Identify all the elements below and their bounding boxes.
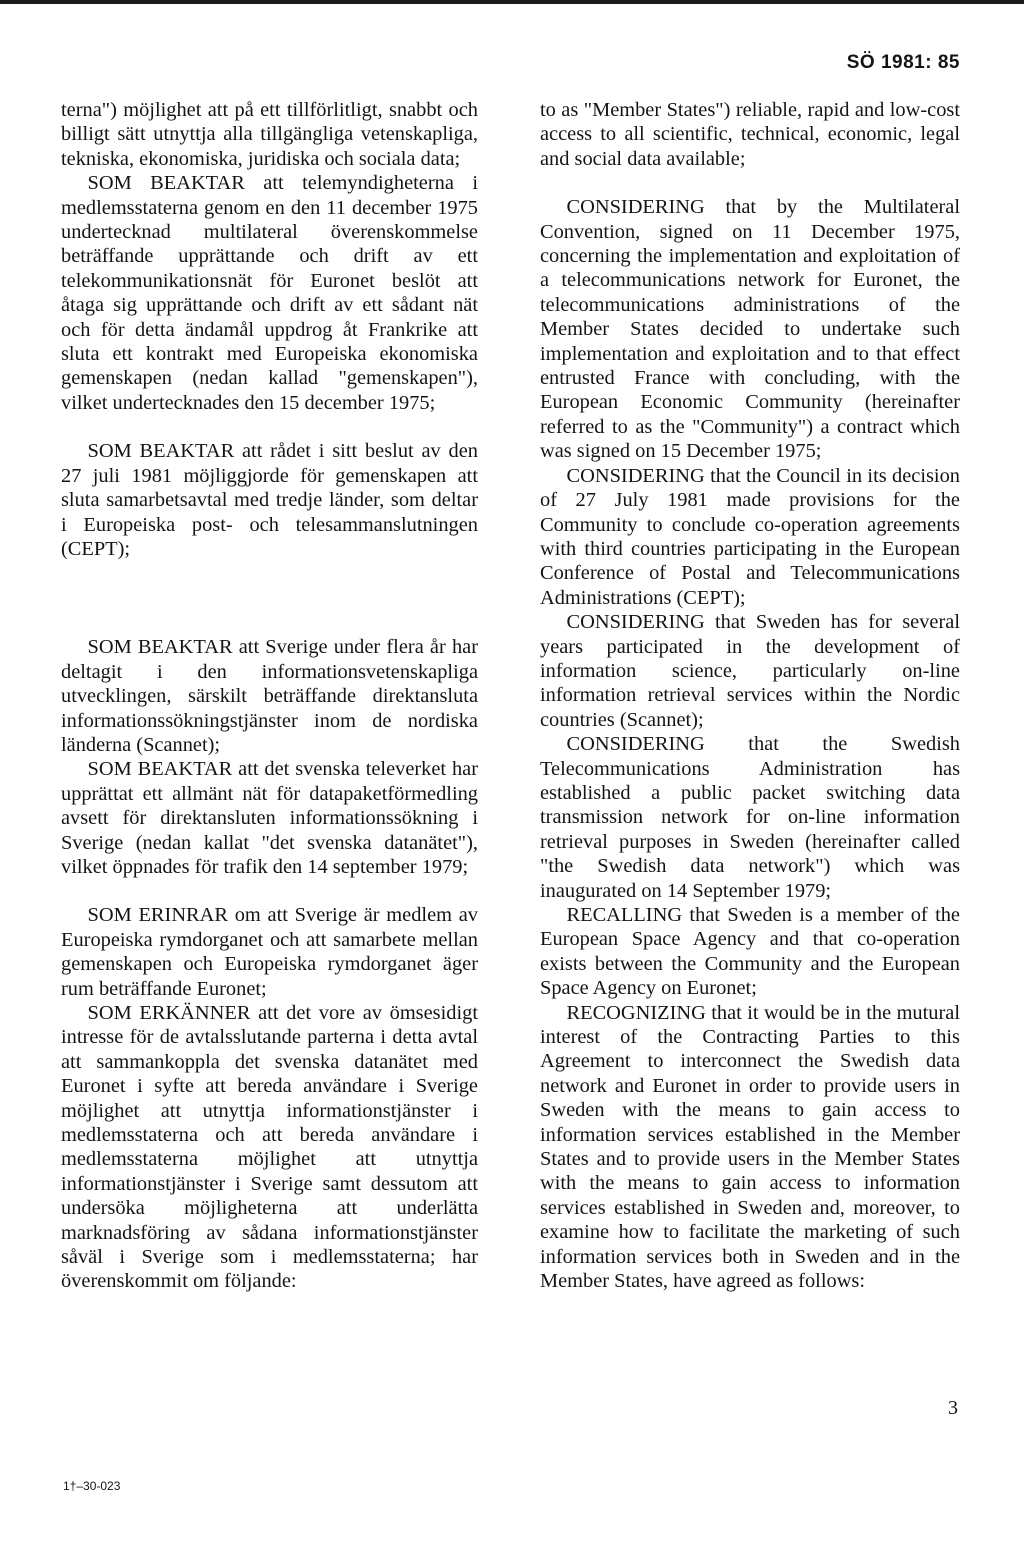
top-rule bbox=[0, 0, 1024, 4]
swedish-column bbox=[61, 98, 478, 1294]
document-reference: SÖ 1981: 85 bbox=[846, 52, 960, 73]
english-paragraph: CONSIDERING that by the Multilateral Convention, signed on 11 December 1975, concerning the implementation and exploitation of a telecommunications network for Euronet, the telecommunications administrations of the Member States decided to undertake such implementation and exploitation and to that effect entrusted France with concluding, with the European Economic Community (hereinafter referred to as the "Community") a contract which was signed on 15 December 1975; bbox=[540, 196, 960, 463]
swedish-paragraph: SOM BEAKTAR att Sverige under flera år har deltagit i den informationsvetenskapliga utvecklingen, särskilt beträffande direktansluta informationssökningstjänster inom de nordiska länderna (Scannet); bbox=[61, 636, 478, 756]
english-paragraph: CONSIDERING that the Council in its decision of 27 July 1981 made provisions for the Community to conclude co-operation agreements with third countries participating in the European Conference of Postal and Telecommunications Administrations (CEPT); bbox=[540, 464, 960, 609]
page-number: 3 bbox=[948, 1397, 958, 1419]
english-paragraph: RECOGNIZING that it would be in the mutural interest of the Contracting Parties to this Agreement to interconnect the Swedish data network and Euronet in order to provide users in Sweden with the means to gain access to information services established in the Member States and to provide users in the Member States with the means to gain access to information services established in Sweden and, moreover, to examine how to facilitate the marketing of such information services both in Sweden and in the Member States, have agreed as follows: bbox=[540, 1001, 960, 1293]
swedish-paragraph: SOM BEAKTAR att det svenska televerket har upprättat ett allmänt nät för datapaketförmedling avsett för direktansluten informationssökning i Sverige (nedan kallat "det svenska datanätet"), vilket öppnades för trafik den 14 september 1979; bbox=[61, 758, 478, 878]
english-paragraph: CONSIDERING that the Swedish Telecommunications Administration has established a public packet switching data transmission network for on-line information retrieval purposes in Sweden (hereinafter called "the Swedish data network") which was inaugurated on 14 September 1979; bbox=[540, 733, 960, 902]
swedish-paragraph: SOM ERKÄNNER att det vore av ömsesidigt intresse för de avtalsslutande parterna i detta avtal att sammankoppla det svenska datanätet med Euronet i syfte att bereda användare i Sverige möjlighet att utnyttja informationstjänster i medlemsstaterna och att bereda användare i medlemsstaterna möjlighet att utnyttja informationstjänster i Sverige samt dessutom att undersöka möjligheterna att underlätta marknadsföring av sådana informationstjänster såväl i Sverige som i medlemsstaterna; har överenskommit om följande: bbox=[61, 1002, 478, 1293]
english-paragraph: to as "Member States") reliable, rapid and low-cost access to all scientific, technical, economic, legal and social data available; bbox=[540, 99, 960, 170]
swedish-paragraph: SOM BEAKTAR att rådet i sitt beslut av den 27 juli 1981 möjliggjorde för gemenskapen att sluta samarbetsavtal med tredje länder, som deltar i Europeiska post- och telesammanslutningen (CEPT); bbox=[61, 440, 478, 560]
print-code: 1†–30-023 bbox=[63, 1479, 121, 1493]
english-paragraph: CONSIDERING that Sweden has for several years participated in the development of information science, particularly on-line information retrieval services within the Nordic countries (Scannet); bbox=[540, 611, 960, 731]
swedish-paragraph: SOM BEAKTAR att telemyndigheterna i medlemsstaterna genom en den 11 december 1975 undertecknad multilateral överenskommelse beträffande upprättande och drift av ett telekommunikationsnät för Euronet beslöt att åtaga sig upprättande och drift av ett sådant nät och för detta ändamål uppdrog åt Frankrike att sluta ett kontrakt med Europeiska ekonomiska gemenskapen (nedan kallad "gemenskapen"), vilket undertecknades den 15 december 1975; bbox=[61, 172, 478, 414]
english-paragraph: RECALLING that Sweden is a member of the European Space Agency and that co-operation exists between the Community and the European Space Agency on Euronet; bbox=[540, 904, 960, 1000]
swedish-paragraph: SOM ERINRAR om att Sverige är medlem av Europeiska rymdorganet och att samarbete mellan gemenskapen och Europeiska rymdorganet äger rum beträffande Euronet; bbox=[61, 904, 478, 1000]
swedish-paragraph: terna") möjlighet att på ett tillförlitligt, snabbt och billigt sätt utnyttja alla tillgängliga vetenskapliga, tekniska, ekonomiska, juridiska och sociala data; bbox=[61, 99, 478, 170]
english-column bbox=[540, 98, 960, 1294]
